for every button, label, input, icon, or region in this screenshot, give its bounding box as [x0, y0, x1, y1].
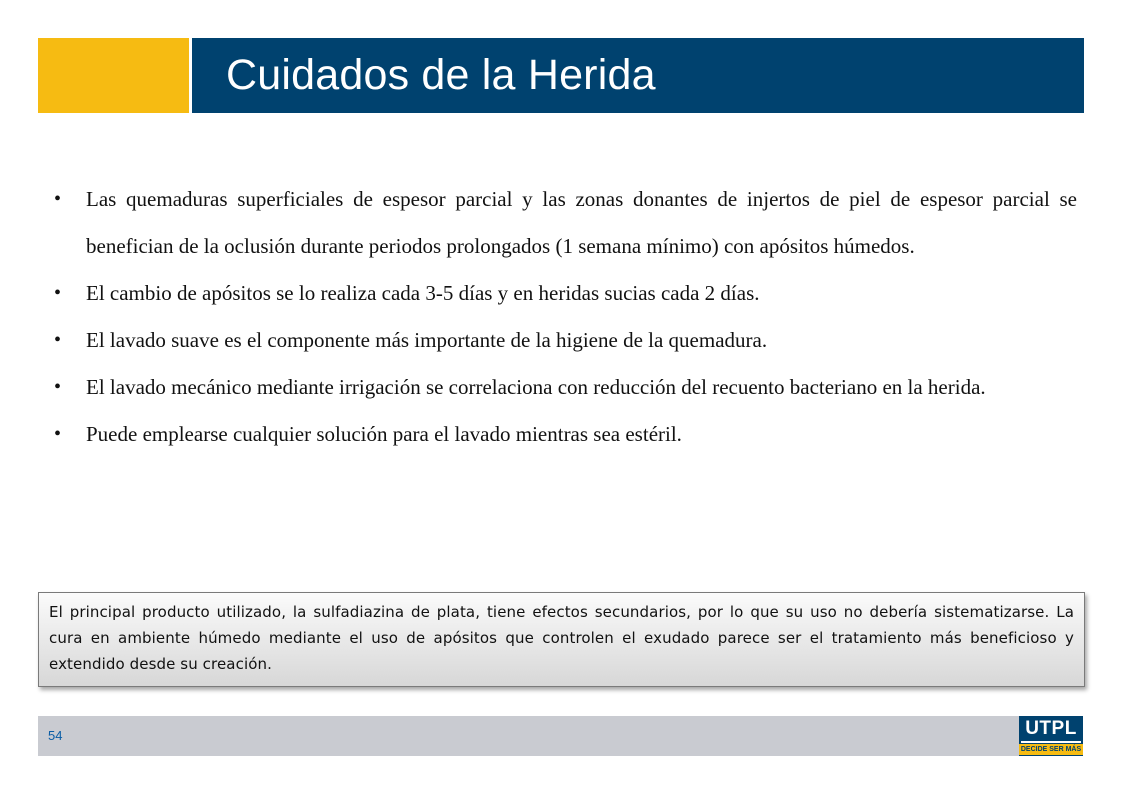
note-text: El principal producto utilizado, la sulfadiazina de plata, tiene efectos secundarios, por lo que su uso no debería sistematizarse. La cura en ambiente húmedo mediante el uso de apósitos que controlen el exudado parece ser el tratamiento más beneficioso y extendido desde su creación.: [49, 603, 1074, 673]
footer-bar: [38, 716, 1019, 756]
title-accent-block: [38, 38, 189, 113]
logo-stripe: [1021, 741, 1081, 743]
page-number: 54: [48, 728, 63, 743]
bullet-marker: •: [54, 188, 62, 210]
bullet-text: El lavado mecánico mediante irrigación se correlaciona con reducción del recuento bacteriano en la herida.: [86, 375, 986, 399]
bullet-marker: •: [54, 376, 62, 398]
bullet-item: [50, 364, 1077, 411]
logo-wordmark: UTPL: [1025, 718, 1077, 739]
bullet-item: [50, 176, 1077, 270]
bullet-marker: •: [54, 282, 62, 304]
bullet-marker: •: [54, 423, 62, 445]
bullet-item: [50, 270, 1077, 317]
logo-tagline: DECIDE SER MÁS: [1020, 746, 1082, 753]
slide-title: Cuidados de la Herida: [226, 51, 656, 99]
utpl-logo: [1019, 716, 1083, 756]
bullet-text: El cambio de apósitos se lo realiza cada 3-5 días y en heridas sucias cada 2 días.: [86, 281, 760, 305]
bullet-text: El lavado suave es el componente más importante de la higiene de la quemadura.: [86, 328, 768, 352]
bullet-list: [50, 176, 1077, 458]
bullet-text: Puede emplearse cualquier solución para el lavado mientras sea estéril.: [86, 422, 682, 446]
bullet-marker: •: [54, 329, 62, 351]
bullet-text: Las quemaduras superficiales de espesor parcial y las zonas donantes de injertos de piel de espesor parcial se benefician de la oclusión durante periodos prolongados (1 semana mínimo) con apósitos húmedos.: [86, 187, 1077, 258]
title-bar: [192, 38, 1084, 113]
bullet-item: [50, 411, 1077, 458]
bullet-item: [50, 317, 1077, 364]
note-box: [38, 592, 1085, 687]
